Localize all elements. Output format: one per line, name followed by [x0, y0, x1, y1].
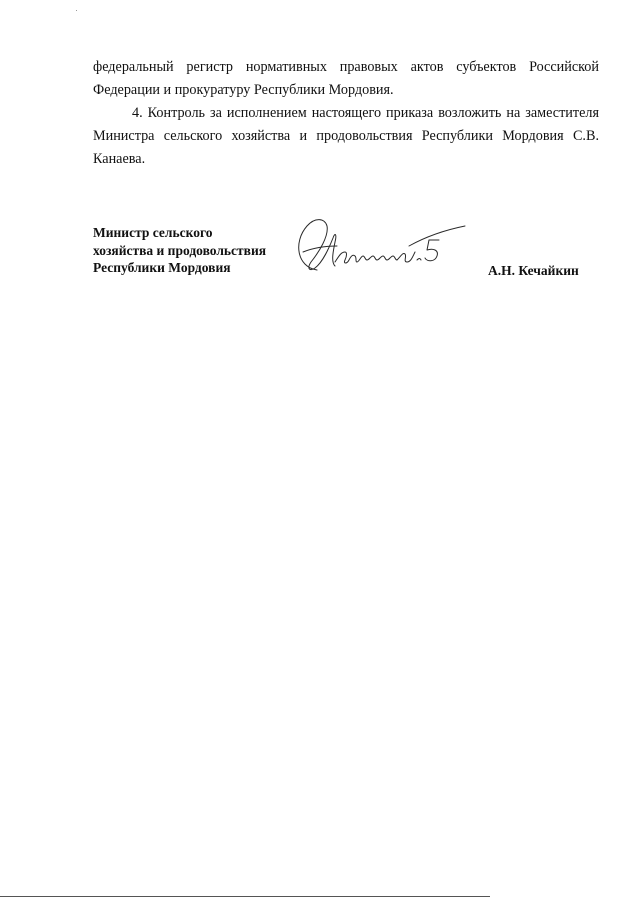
signature-block: [93, 224, 613, 294]
paragraph-registry: федеральный регистр нормативных правовых актов субъектов Российской Федерации и прокуратуру Республики Мордовия.: [93, 59, 599, 98]
handwritten-signature: [289, 212, 469, 284]
signatory-title-line-3: Республики Мордовия: [93, 260, 231, 275]
signatory-title-line-2: хозяйства и продовольствия: [93, 242, 267, 258]
signatory-title: [93, 224, 266, 277]
footer-divider: [0, 896, 490, 897]
scan-dot: [76, 10, 77, 11]
paragraph-control-clause: 4. Контроль за исполнением настоящего приказа возложить на заместителя Министра сельского хозяйства и продовольствия Республики Мордовия С.В. Канаева.: [93, 105, 599, 167]
signatory-title-line-1: Министр сельского: [93, 225, 213, 240]
signatory-name: А.Н. Кечайкин: [488, 263, 579, 278]
